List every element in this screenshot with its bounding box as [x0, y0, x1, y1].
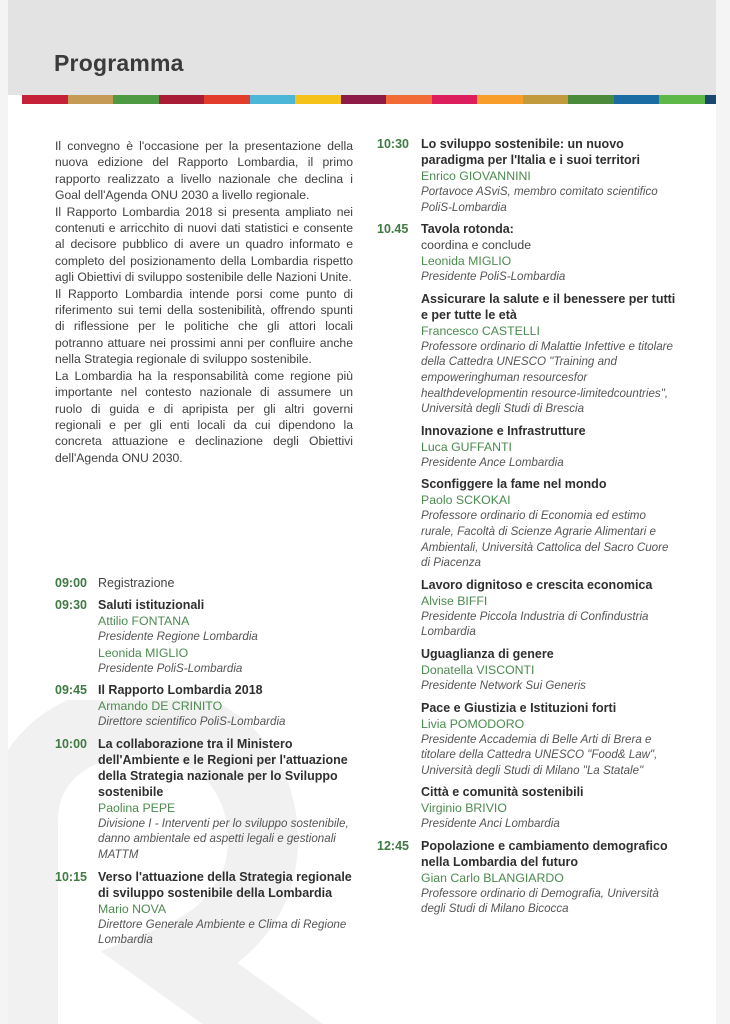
- speaker-role: Professore ordinario di Demografia, Università degli Studi di Milano Bicocca: [421, 886, 659, 916]
- page-title: Programma: [54, 50, 184, 76]
- color-strip-segment: [295, 95, 341, 104]
- schedule-item-body: [421, 221, 677, 285]
- schedule-item: [377, 646, 677, 694]
- schedule-item: [377, 423, 677, 471]
- schedule-time: 10.45: [377, 222, 409, 237]
- color-strip-segment: [250, 95, 296, 104]
- schedule-item: [55, 736, 355, 863]
- speaker-name: Mario NOVA: [98, 901, 167, 916]
- schedule-time: 09:45: [55, 683, 87, 698]
- speaker-role: Portavoce ASviS, membro comitato scientifico PoliS-Lombardia: [421, 185, 658, 214]
- color-strip-segment: [68, 95, 114, 104]
- schedule-item-body: [98, 682, 355, 730]
- schedule-item: [377, 291, 677, 417]
- schedule-item: [377, 700, 677, 779]
- schedule-time: 09:30: [55, 598, 87, 612]
- schedule-item: [377, 577, 677, 640]
- speaker-name: Gian Carlo BLANGIARDO: [421, 870, 564, 885]
- speaker-role: Presidente Piccola Industria di Confindustria Lombardia: [421, 609, 649, 639]
- speaker-role: Divisione I - Interventi per lo sviluppo sostenibile, danno ambientale ed aspetti legali e gestionali MATTM: [98, 816, 349, 861]
- color-strip-segment: [477, 95, 523, 104]
- schedule-item-body: [421, 291, 677, 417]
- schedule-item-body: [421, 700, 677, 779]
- session-title: Tavola rotonda:: [421, 222, 514, 237]
- schedule-item-body: [421, 136, 677, 215]
- intro-paragraph: Il Rapporto Lombardia intende porsi come punto di riferimento sui temi della sostenibilità, offrendo spunti di riflessione per le politiche che gli attori locali potranno attuare nei prossimi anni per confluire anche nella Strategia regionale di sviluppo sostenibile.: [55, 286, 353, 367]
- schedule-item: [377, 784, 677, 832]
- schedule-time: 10:30: [377, 137, 409, 151]
- color-strip-segment: [386, 95, 432, 104]
- color-strip-segment: [523, 95, 569, 104]
- speaker-role: Professore ordinario di Economia ed estimo rurale, Facoltà di Scienze Agrarie Alimentari e Ambientali, Università Cattolica del Sacro Cuore di Piacenza: [421, 509, 669, 570]
- schedule-left-column: [55, 575, 355, 954]
- session-title: Assicurare la salute e il benessere per tutti e per tutte le età: [421, 291, 676, 322]
- session-title: Innovazione e Infrastrutture: [421, 423, 586, 438]
- program-page: [8, 0, 716, 1024]
- schedule-time: 10:15: [55, 869, 87, 884]
- speaker-role: Presidente Ance Lombardia: [421, 455, 564, 469]
- schedule-item-body: [421, 838, 677, 917]
- schedule-time: 09:00: [55, 576, 87, 590]
- intro-text: [55, 138, 353, 466]
- color-strip-segment: [659, 95, 705, 104]
- session-title: La collaborazione tra il Ministero dell'Ambiente e le Regioni per l'attuazione della Strategia nazionale per lo Sviluppo sostenibile: [98, 736, 348, 799]
- speaker-role: Presidente PoliS-Lombardia: [421, 270, 566, 284]
- color-strip-segment: [22, 95, 68, 104]
- speaker-role: Presidente PoliS-Lombardia: [98, 661, 243, 675]
- session-title: Verso l'attuazione della Strategia regionale di sviluppo sostenibile della Lombardia: [98, 869, 352, 900]
- session-title: Città e comunità sostenibili: [421, 785, 584, 800]
- session-title: Lavoro dignitoso e crescita economica: [421, 577, 653, 592]
- schedule-item-body: [98, 597, 355, 676]
- session-title: Uguaglianza di genere: [421, 646, 554, 661]
- session-title: Popolazione e cambiamento demografico nella Lombardia del futuro: [421, 838, 668, 869]
- speaker-name: Enrico GIOVANNINI: [421, 169, 531, 183]
- schedule-right-column: [377, 136, 677, 923]
- schedule-item: [377, 221, 677, 285]
- speaker-name: Alvise BIFFI: [421, 593, 488, 608]
- schedule-item: [55, 597, 355, 676]
- session-title: Pace e Giustizia e Istituzioni forti: [421, 700, 617, 715]
- color-strip-segment: [705, 95, 717, 104]
- schedule-item-body: [98, 736, 355, 863]
- schedule-item: [55, 869, 355, 948]
- speaker-name: Livia POMODORO: [421, 716, 525, 731]
- color-strip-segment: [113, 95, 159, 104]
- header-band: [8, 0, 716, 95]
- session-title: Lo sviluppo sostenibile: un nuovo paradigma per l'Italia e i suoi territori: [421, 137, 641, 167]
- session-title: Il Rapporto Lombardia 2018: [98, 683, 263, 698]
- speaker-name: Leonida MIGLIO: [98, 645, 189, 660]
- schedule-item-body: [98, 869, 355, 948]
- speaker-role: Direttore scientifico PoliS-Lombardia: [98, 715, 286, 729]
- color-strip-segment: [341, 95, 387, 104]
- color-strip-segment: [614, 95, 660, 104]
- schedule-item: [377, 136, 677, 215]
- schedule-time: 12:45: [377, 838, 409, 853]
- intro-paragraph: Il convegno è l'occasione per la presentazione della nuova edizione del Rapporto Lombardia, il primo rapporto realizzato a livello nazionale che declina i Goal dell'Agenda ONU 2030 a livello regionale.: [55, 139, 353, 203]
- speaker-name: Leonida MIGLIO: [421, 254, 512, 269]
- sdg-color-strip: [22, 95, 716, 104]
- speaker-name: Paolo SCKOKAI: [421, 493, 511, 508]
- color-strip-segment: [568, 95, 614, 104]
- schedule-item-body: [421, 476, 677, 570]
- speaker-role: Presidente Regione Lombardia: [98, 630, 258, 643]
- schedule-item-body: [421, 784, 677, 832]
- color-strip-segment: [159, 95, 205, 104]
- speaker-name: Paolina PEPE: [98, 800, 176, 815]
- schedule-item-body: [421, 423, 677, 471]
- speaker-role: Presidente Anci Lombardia: [421, 817, 560, 831]
- speaker-name: Virginio BRIVIO: [421, 801, 507, 816]
- intro-paragraph: La Lombardia ha la responsabilità come regione più importante nel contesto nazionale di assumere un ruolo di guida e di apripista per gli altri governi regionali e per gli enti locali da cui dipendono la concreta attuazione e declinazione degli Obiettivi dell'Agenda ONU 2030.: [55, 368, 353, 465]
- speaker-name: Luca GUFFANTI: [421, 439, 512, 454]
- session-title: Saluti istituzionali: [98, 598, 205, 612]
- speaker-name: Armando DE CRINITO: [98, 699, 223, 714]
- schedule-item: [377, 476, 677, 570]
- speaker-name: Francesco CASTELLI: [421, 323, 540, 338]
- intro-paragraph: Il Rapporto Lombardia 2018 si presenta ampliato nei contenuti e arricchito di nuovi dati statistici e consente al decisore pubblico di avere un quadro informato e completo del posizionamento della Lombardia rispetto agli Obiettivi di sviluppo sostenibile delle Nazioni Unite.: [55, 204, 353, 285]
- session-subtitle: coordina e conclude: [421, 238, 532, 253]
- speaker-role: Presidente Network Sui Generis: [421, 678, 586, 692]
- color-strip-segment: [204, 95, 250, 104]
- schedule-time: 10:00: [55, 736, 87, 751]
- schedule-item: [55, 682, 355, 730]
- session-title: Sconfiggere la fame nel mondo: [421, 477, 607, 492]
- speaker-role: Professore ordinario di Malattie Infettive e titolare della Cattedra UNESCO "Training and empoweringhuman resourcesfor healthdevelopmentin resource-limitedcountries", Università degli Studi di Brescia: [421, 339, 673, 416]
- schedule-item-body: [421, 646, 677, 694]
- session-title: Registrazione: [98, 576, 175, 590]
- schedule-item: [377, 838, 677, 917]
- schedule-item-body: [421, 577, 677, 640]
- speaker-name: Donatella VISCONTI: [421, 662, 535, 677]
- speaker-name: Attilio FONTANA: [98, 614, 190, 628]
- speaker-role: Direttore Generale Ambiente e Clima di Regione Lombardia: [98, 917, 347, 947]
- schedule-item-body: [98, 575, 355, 591]
- color-strip-segment: [432, 95, 478, 104]
- speaker-role: Presidente Accademia di Belle Arti di Brera e titolare della Cattedra UNESCO "Food& Law", Università degli Studi di Milano "La Statale": [421, 732, 658, 777]
- schedule-item: [55, 575, 355, 591]
